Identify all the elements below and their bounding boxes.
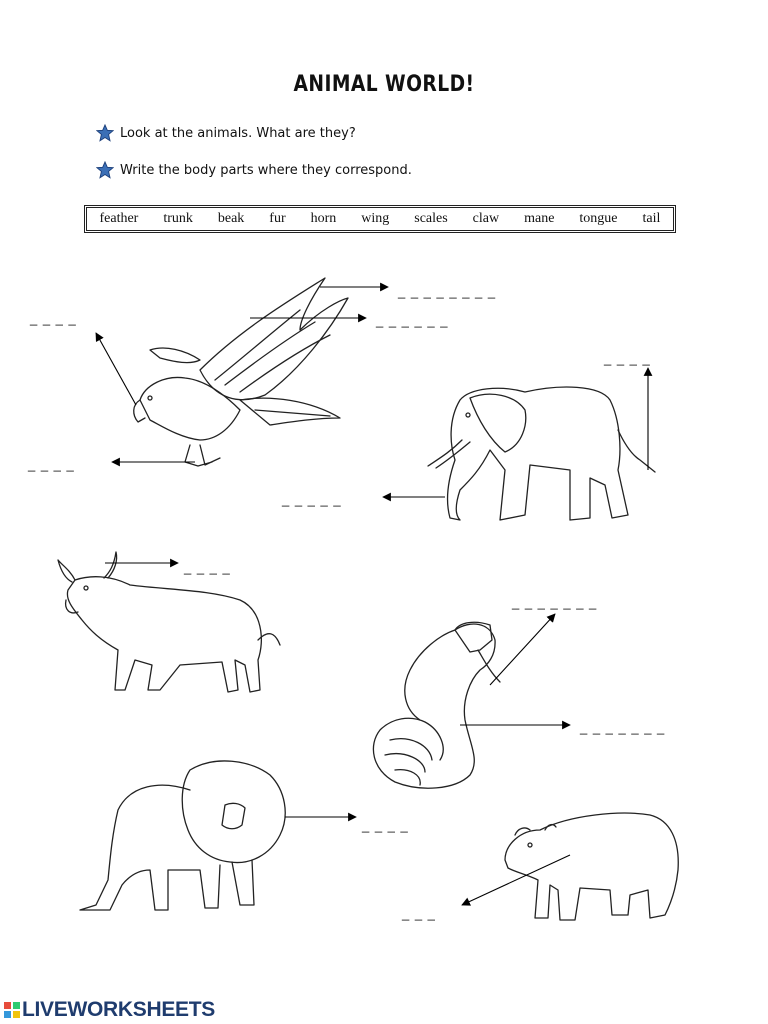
word-bank-item: wing — [361, 211, 390, 226]
word-bank-item: trunk — [163, 211, 193, 226]
word-bank-item: feather — [99, 211, 139, 226]
answer-blank[interactable]: _ _ _ _ — [28, 457, 75, 472]
page-title: ANIMAL WORLD! — [293, 72, 475, 97]
word-bank-item: scales — [414, 211, 448, 226]
arrow-bear-fur — [462, 855, 570, 905]
answer-blank[interactable]: _ _ _ _ — [362, 818, 409, 833]
word-bank-item: mane — [524, 211, 555, 226]
answer-blank[interactable]: _ _ _ _ — [184, 560, 231, 575]
answer-blank[interactable]: _ _ _ — [402, 906, 436, 921]
logo-text: LIVEWORKSHEETS — [22, 998, 215, 1021]
cobra-illustration — [373, 622, 500, 788]
bear-illustration — [505, 813, 678, 920]
instruction-text: Look at the animals. What are they? — [120, 125, 356, 141]
answer-blank[interactable]: _ _ _ _ — [30, 311, 77, 326]
liveworksheets-logo — [4, 998, 215, 1022]
arrow-snake-tongue — [490, 614, 555, 685]
answer-blank[interactable]: _ _ _ _ _ _ _ — [512, 595, 598, 610]
bull-illustration — [58, 552, 280, 692]
eagle-illustration — [134, 278, 348, 466]
lion-illustration — [80, 761, 285, 910]
answer-blank[interactable]: _ _ _ _ _ _ _ — [580, 720, 666, 735]
word-bank-item: horn — [310, 211, 337, 226]
instruction-text: Write the body parts where they correspond. — [120, 162, 412, 178]
word-bank-item: beak — [217, 211, 245, 226]
word-bank-item: fur — [269, 211, 286, 226]
word-bank-item: tongue — [579, 211, 618, 226]
liveworksheets-logo-icon — [4, 1002, 20, 1018]
elephant-illustration — [428, 387, 655, 520]
answer-blank[interactable]: _ _ _ _ _ — [282, 492, 342, 507]
word-bank-item: tail — [642, 211, 661, 226]
answer-blank[interactable]: _ _ _ _ _ _ — [376, 313, 449, 328]
word-bank-item: claw — [472, 211, 500, 226]
answer-blank[interactable]: _ _ _ _ _ _ _ _ — [398, 284, 497, 299]
arrow-eagle-beak — [96, 333, 136, 405]
answer-blank[interactable]: _ _ _ _ — [604, 351, 651, 366]
